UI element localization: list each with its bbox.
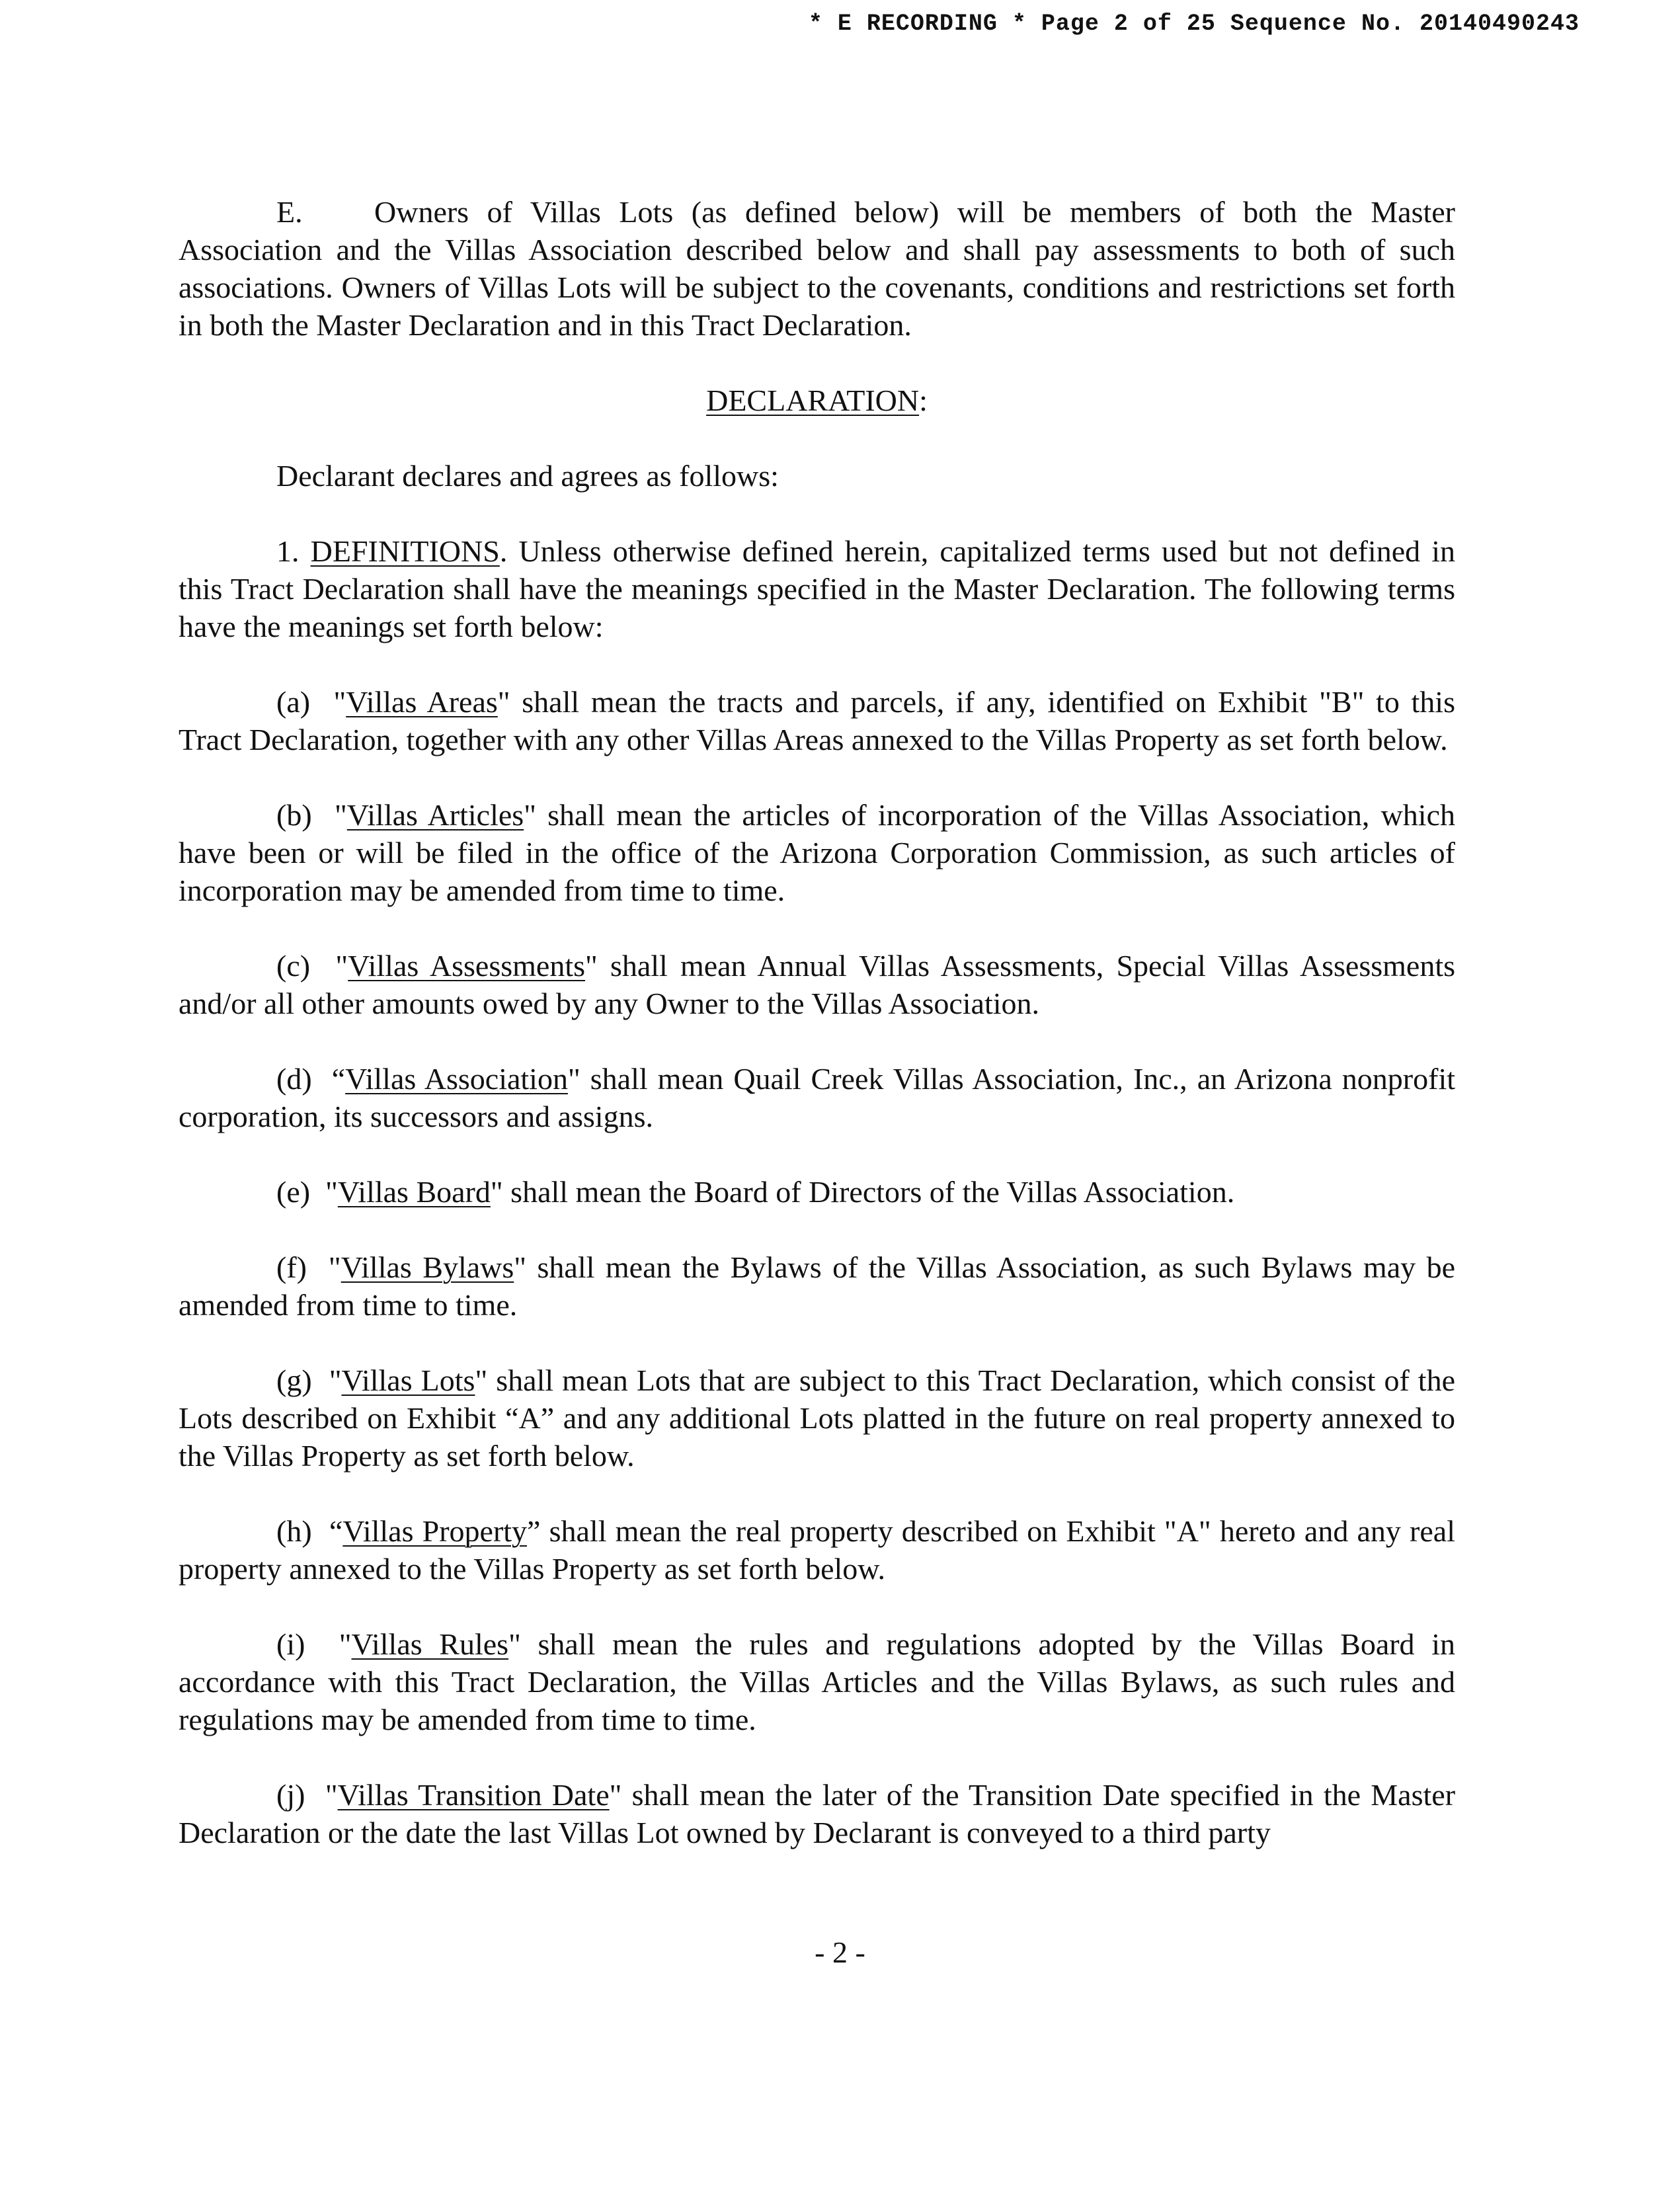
definition-close-quote: " <box>497 685 510 719</box>
definition-text: shall mean the tracts and parcels, if any, identified on Exhibit "B" to this Tract Declaration, together with any other Villas Areas annexed to the Villas Property as set forth below. <box>179 685 1455 756</box>
definition-open-quote: " <box>335 949 348 983</box>
definition-marker: (e) <box>276 1175 311 1209</box>
declaration-intro: Declarant declares and agrees as follows: <box>276 459 779 493</box>
definition-term: Villas Transition Date <box>337 1778 610 1812</box>
definition-close-quote: " <box>609 1778 622 1812</box>
definition-marker: (j) <box>276 1778 305 1812</box>
definition-close-quote: " <box>508 1627 521 1661</box>
definition-text: shall mean the Bylaws of the Villas Association, as such Bylaws may be amended from time to time. <box>179 1250 1456 1322</box>
declaration-heading-colon: : <box>919 384 928 417</box>
definition-open-quote: " <box>325 1778 338 1812</box>
definition-marker: (d) <box>276 1062 312 1096</box>
recital-e <box>179 193 1455 344</box>
recital-text: Owners of Villas Lots (as defined below) will be members of both the Master Association and the Villas Association described below and shall pay assessments to both of such associations. Owners of Villas Lots will be subject to the covenants, conditions and restrictions set forth in both the Master Declaration and in this Tract Declaration. <box>179 195 1455 342</box>
definition-marker: (b) <box>276 798 312 832</box>
definition-marker: (g) <box>276 1363 312 1397</box>
section-text: Unless otherwise defined herein, capitalized terms used but not defined in this Tract Declaration shall have the meanings specified in the Master Declaration. The following terms have the meanings set forth below: <box>179 534 1456 643</box>
definition-item <box>179 1512 1455 1588</box>
definition-text: shall mean the Board of Directors of the Villas Association. <box>502 1175 1235 1209</box>
definition-text: shall mean the articles of incorporation of the Villas Association, which have been or will be filed in the office of the Arizona Corporation Commission, as such articles of incorporation may be amended from time to time. <box>179 798 1456 907</box>
definition-marker: (i) <box>276 1627 305 1661</box>
definition-close-quote: ” <box>527 1514 541 1548</box>
definition-open-quote: " <box>329 1363 342 1397</box>
definition-item <box>179 1060 1455 1135</box>
definition-open-quote: “ <box>331 1062 346 1096</box>
definition-marker: (f) <box>276 1250 307 1284</box>
definition-close-quote: " <box>585 949 598 983</box>
definition-open-quote: " <box>333 685 346 719</box>
definition-close-quote: " <box>475 1363 488 1397</box>
definition-term: Villas Association <box>345 1062 568 1096</box>
definition-item <box>179 683 1455 758</box>
definition-item <box>179 796 1455 909</box>
declaration-heading <box>179 382 1455 419</box>
definition-term: Villas Assessments <box>348 949 586 983</box>
definition-item <box>179 1776 1455 1851</box>
definition-close-quote: " <box>524 798 536 832</box>
definition-term: Villas Property <box>342 1514 528 1548</box>
definition-text: shall mean the later of the Transition Date specified in the Master Declaration or the date the last Villas Lot owned by Declarant is conveyed to a third party <box>179 1778 1456 1849</box>
definition-term: Villas Rules <box>351 1627 509 1661</box>
definition-open-quote: “ <box>329 1514 343 1548</box>
definition-item <box>179 947 1455 1022</box>
definition-term: Villas Bylaws <box>340 1250 514 1284</box>
definition-item <box>179 1173 1455 1211</box>
definition-text: shall mean the real property described on Exhibit "A" hereto and any real property annexed to the Villas Property as set forth below. <box>179 1514 1455 1586</box>
definition-item <box>179 1361 1455 1475</box>
page-number: - 2 - <box>815 1935 865 1969</box>
definition-open-quote: " <box>339 1627 352 1661</box>
section-title-period: . <box>499 534 508 568</box>
section-title: DEFINITIONS <box>310 534 500 568</box>
section-number: 1. <box>276 534 300 568</box>
definition-marker: (h) <box>276 1514 312 1548</box>
definition-item <box>179 1625 1455 1738</box>
definition-text: shall mean the rules and regulations adopted by the Villas Board in accordance with this Tract Declaration, the Villas Articles and the Villas Bylaws, as such rules and regulations may be amended from time to time. <box>179 1627 1456 1736</box>
definition-term: Villas Articles <box>346 798 524 832</box>
definition-item <box>179 1248 1455 1324</box>
definition-open-quote: " <box>325 1175 338 1209</box>
definition-text: shall mean Lots that are subject to this Tract Declaration, which consist of the Lots described on Exhibit “A” and any additional Lots platted in the future on real property annexed to the Villas Property as set forth below. <box>179 1363 1455 1473</box>
recording-header: * E RECORDING * Page 2 of 25 Sequence No. 20140490243 <box>808 11 1580 37</box>
document-body <box>179 193 1455 1889</box>
section-definitions <box>179 532 1455 645</box>
definition-marker: (c) <box>276 949 311 983</box>
definition-term: Villas Board <box>337 1175 491 1209</box>
definition-term: Villas Lots <box>341 1363 475 1397</box>
definition-term: Villas Areas <box>346 685 498 719</box>
definition-close-quote: " <box>514 1250 527 1284</box>
definition-marker: (a) <box>276 685 311 719</box>
declaration-heading-text: DECLARATION <box>706 384 920 417</box>
definition-open-quote: " <box>335 798 347 832</box>
recital-letter: E. <box>276 195 303 229</box>
definition-open-quote: " <box>328 1250 341 1284</box>
definition-text: shall mean Quail Creek Villas Association, Inc., an Arizona nonprofit corporation, its successors and assigns. <box>179 1062 1456 1133</box>
definition-close-quote: " <box>567 1062 580 1096</box>
definition-text: shall mean Annual Villas Assessments, Special Villas Assessments and/or all other amounts owed by any Owner to the Villas Association. <box>179 949 1456 1020</box>
definition-close-quote: " <box>490 1175 503 1209</box>
